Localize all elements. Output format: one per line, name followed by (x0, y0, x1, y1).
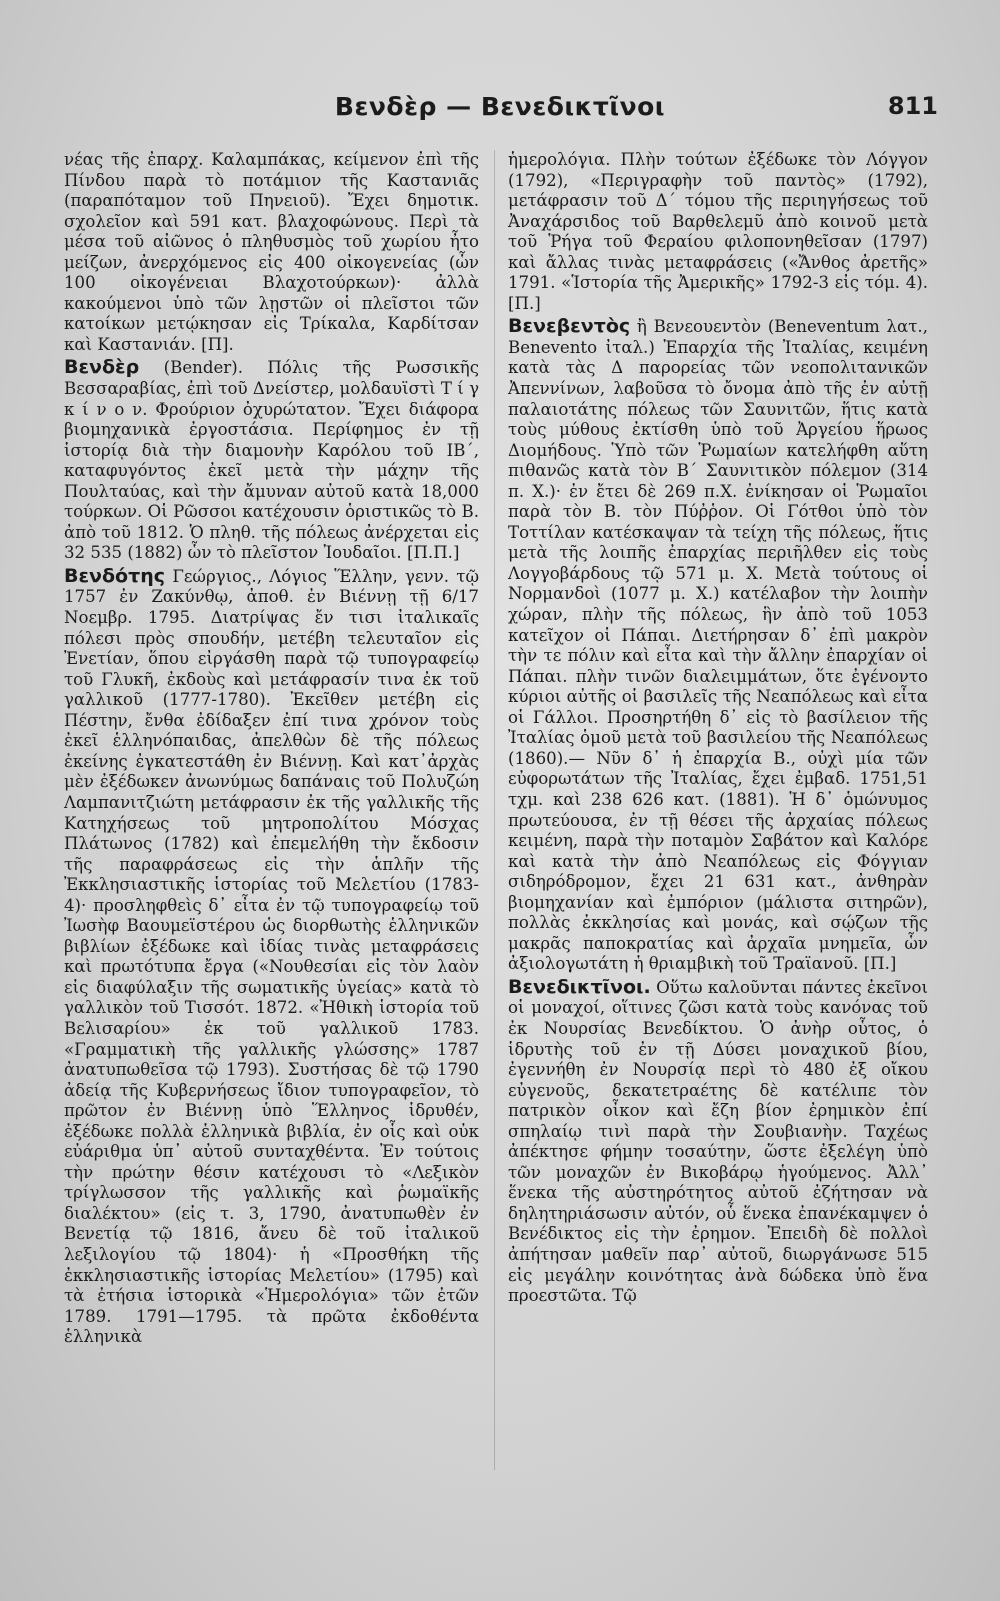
page-number: 811 (887, 92, 938, 120)
entry-continuation-right: ἡμερολόγια. Πλὴν τούτων ἐξέδωκε τὸν Λόγγον (1792), «Περιγραφὴν τοῦ παντὸς» (1792), μετάφρασιν τοῦ Δ΄ τόμου τῆς περιηγήσεως τοῦ Ἀναχάρσιδος τοῦ Βαρθελεμῦ ἀπὸ κοινοῦ μετὰ τοῦ Ῥήγα τοῦ Φεραίου φιλοπονηθεῖσαν (1797) καὶ ἄλλας τινὰς μεταφράσεις («Ἄνθος ἀρετῆς» 1791. «Ἱστορία τῆς Ἀμερικῆς» 1792-3 εἰς τόμ. 4). [Π.] (508, 150, 928, 313)
lemma-bender: Βενδὲρ (64, 356, 140, 379)
entry-benevento (508, 316, 928, 975)
lemma-benediktinoi: Βενεδικτῖνοι. (508, 975, 651, 998)
running-head (0, 92, 1000, 132)
right-column (508, 150, 928, 1307)
entry-vendotis (64, 566, 479, 1348)
lemma-benevento: Βενεβεντὸς (508, 315, 631, 338)
entry-bender-text: (Bender). Πόλις τῆς Ρωσσικῆς Βεσσαραβίας, ἐπὶ τοῦ Δνείστερ, μολδαυϊστὶ Τ ί γ κ ί ν ο ν. Φρούριον ὀχυρώτατον. Ἔχει διάφορα βιομηχανικὰ ἐργοστάσια. Περίφημος ἐν τῇ ἱστορίᾳ διὰ τὴν διαμονὴν Καρόλου τοῦ ΙΒ΄, καταφυγόντος ἐκεῖ μετὰ τὴν μάχην τῆς Πουλταύας, καὶ τὴν ἄμυναν αὐτοῦ κατὰ 18,000 τούρκων. Οἱ Ρῶσσοι κατέχουσιν ὁριστικῶς τὸ Β. ἀπὸ τοῦ 1812. Ὁ πληθ. τῆς πόλεως ἀνέρχεται εἰς 32 535 (1882) ὧν τὸ πλεῖστον Ἰουδαῖοι. [Π.Π.] (64, 358, 479, 563)
column-divider (494, 150, 495, 1470)
lemma-vendotis: Βενδότης (64, 564, 166, 587)
entry-bender (64, 357, 479, 563)
entry-benevento-text: ἢ Βενεουεντὸν (Beneventum λατ., Benevento ἰταλ.) Ἐπαρχία τῆς Ἰταλίας, κειμένη κατὰ τὰς Δ παρορείας τῶν νεοπολιτανικῶν Ἀπεννίνων, λαβοῦσα τὸ ὄνομα ἀπὸ τῆς ἐν αὐτῇ παλαιοτάτης πόλεως τῶν Σαυνιτῶν, ἥτις κατὰ τοὺς μύθους ἐκτίσθη ὑπὸ τοῦ Ἀργείου ἥρωος Διομήδους. Ὑπὸ τῶν Ῥωμαίων κατελήφθη αὕτη πιθανῶς κατὰ τὸν Β΄ Σαυνιτικὸν πόλεμον (314 π. Χ.)· ἐν ἔτει δὲ 269 π.Χ. ἐνίκησαν οἱ Ῥωμαῖοι παρὰ τὸν Β. τὸν Πύῤῥον. Οἱ Γότθοι ὑπὸ τὸν Τοττίλαν κατέσκαψαν τὰ τείχη τῆς πόλεως, ἥτις μετὰ τῆς λοιπῆς ἐπαρχίας περιῆλθεν εἰς τοὺς Λογγοβάρδους τῷ 571 μ. Χ. Μετὰ τούτους οἱ Νορμανδοὶ (1077 μ. Χ.) κατέλαβον τὴν λοιπὴν χώραν, πλὴν τῆς πόλεως, ἣν ἀπὸ τοῦ 1053 κατεῖχον οἱ Πάπαι. Διετήρησαν δ᾽ ἐπὶ μακρὸν τὴν τε πόλιν καὶ εἶτα καὶ τὴν ἄλλην ἐπαρχίαν οἱ Πάπαι. πλὴν τινῶν διαλειμμάτων, ὅτε ἐγένοντο κύριοι αὐτῆς οἱ βασιλεῖς τῆς Νεαπόλεως καὶ εἶτα οἱ Γάλλοι. Προσηρτήθη δ᾽ εἰς τὸ βασίλειον τῆς Ἰταλίας ὁμοῦ μετὰ τοῦ βασιλείου τῆς Νεαπόλεως (1860).— Νῦν δ᾽ ἡ ἐπαρχία Β., οὐχὶ μία τῶν εὐφορωτάτων τῆς Ἰταλίας, ἔχει ἐμβαδ. 1751,51 τχμ. καὶ 238 626 κατ. (1881). Ἡ δ᾽ ὁμώνυμος πρωτεύουσα, ἐν τῇ θέσει τῆς ἀρχαίας πόλεως κειμένη, παρὰ τὴν ποταμὸν Σαβάτον καὶ Καλόρε καὶ κατὰ τὴν ἀπὸ Νεαπόλεως εἰς Φόγγιαν σιδηρόδρομον, ἔχει 21 631 κατ., ἀνθηρὰν βιομηχανίαν καὶ ἐμπόριον (μάλιστα σιτηρῶν), πολλὰς ἐκκλησίας καὶ μονάς, καὶ σῴζων τῆς μακρᾶς παποκρατίας καὶ ἀρχαῖα μνημεῖα, ὧν ἀξιολογωτάτη ἡ θριαμβικὴ τοῦ Τραϊανοῦ. [Π.] (508, 317, 928, 974)
entry-continuation: νέας τῆς ἐπαρχ. Καλαμπάκας, κείμενον ἐπὶ τῆς Πίνδου παρὰ τὸ ποτάμιον τῆς Καστανιᾶς (παραπόταμον τοῦ Πηνειοῦ). Ἔχει δημοτικ. σχολεῖον καὶ 591 κατ. βλαχοφώνους. Περὶ τὰ μέσα τοῦ αἰῶνος ὁ πληθυσμὸς τοῦ χωρίου ἦτο μείζων, ἀνερχόμενος εἰς 400 οἰκογενείας (ὧν 100 οἰκογένειαι Βλαχοτούρκων)· ἀλλὰ κακούμενοι ὑπὸ τῶν λῃστῶν οἱ πλεῖστοι τῶν κατοίκων μετῴκησαν εἰς Τρίκαλα, Καρδίτσαν καὶ Καστανιάν. [Π]. (64, 150, 479, 354)
page-header-title: Βενδὲρ — Βενεδικτῖνοι (334, 92, 666, 121)
entry-benediktinoi (508, 977, 928, 1307)
left-column (64, 150, 479, 1348)
entry-benediktinoi-text: Οὕτω καλοῦνται πάντες ἐκεῖνοι οἱ μοναχοί, οἵτινες ζῶσι κατὰ τοὺς κανόνας τοῦ ἐκ Νουρσίας Βενεδίκτου. Ὁ ἀνὴρ οὗτος, ὁ ἱδρυτὴς τοῦ ἐν τῇ Δύσει μοναχικοῦ βίου, ἐγεννήθη ἐν Νουρσίᾳ περὶ τὸ 480 ἐξ οἴκου εὐγενοῦς, δεκατετραέτης δὲ κατέλιπε τὸν πατρικὸν οἶκον καὶ ἔζη βίον ἐρημικὸν ἐπί σπηλαίῳ τινὶ παρὰ τὴν Σουβιανὴν. Ταχέως ἀπέκτησε φήμην τοσαύτην, ὥστε ἐξελέγη ὑπὸ τῶν μοναχῶν ἐν Βικοβάρῳ ἡγούμενος. Ἀλλ᾽ ἕνεκα τῆς αὐστηρότητος αὐτοῦ ἐζήτησαν νὰ δηλητηριάσωσιν αὐτόν, οὗ ἕνεκα ἐπανέκαμψεν ὁ Βενέδικτος εἰς τὴν ἐρημον. Ἐπειδὴ δὲ πολλοὶ ἀπήτησαν μαθεῖν παρ᾽ αὐτοῦ, διωργάνωσε 515 εἰς μεγάλην κοινότητας ἀνὰ δώδεκα ὑπὸ ἕνα προεστῶτα. Τῷ (508, 977, 928, 1306)
entry-vendotis-text: Γεώργιος., Λόγιος Ἕλλην, γενν. τῷ 1757 ἐν Ζακύνθῳ, ἀποθ. ἐν Βιέννῃ τῇ 6/17 Νοεμβρ. 1795. Διατρίψας ἔν τισι ἰταλικαῖς πόλεσι πρὸς σπουδήν, μετέβη τελευταῖον εἰς Ἐνετίαν, ὅπου εἰργάσθη παρὰ τῷ τυπογραφείῳ τοῦ Γλυκῆ, ἐκδοὺς καὶ μετάφρασίν τινα ἐκ τοῦ γαλλικοῦ (1777-1780). Ἐκεῖθεν μετέβη εἰς Πέστην, ἔνθα ἐδίδαξεν ἐπί τινα χρόνον τοὺς ἐκεῖ ἑλληνόπαιδας, ἀπελθὼν δὲ τῆς πόλεως ἐκείνης ἐγκατεστάθη ἐν Βιέννῃ. Καὶ κατ᾽ἀρχὰς μὲν ἐξέδωκεν ἀνωνύμως δαπάναις τοῦ Πολυζώη Λαμπανιτζιώτη μετάφρασιν ἐκ τῆς γαλλικῆς τῆς Κατηχήσεως τοῦ μητροπολίτου Μόσχας Πλάτωνος (1782) καὶ ἐπεμελήθη τὴν ἔκδοσιν τῆς παραφράσεως εἰς τὴν ἁπλῆν τῆς Ἐκκλησιαστικῆς ἱστορίας τοῦ Μελετίου (1783-4)· προσληφθεὶς δ᾽ εἶτα ἐν τῷ τυπογραφείῳ τοῦ Ἰωσὴφ Βαουμεϊστέρου ὡς διορθωτὴς ἑλληνικῶν βιβλίων ἐξέδωκε καὶ ἰδίας τινὰς μεταφράσεις καὶ πρωτότυπα ἔργα («Νουθεσίαι εἰς τὸν λαὸν εἰς διαφύλαξιν τῆς σωματικῆς ὑγείας» κατὰ τὸ γαλλικὸν τοῦ Τισσότ. 1872. «Ἠθικὴ ἱστορία τοῦ Βελισαρίου» ἐκ τοῦ γαλλικοῦ 1783. «Γραμματικὴ τῆς γαλλικῆς γλώσσης» 1787 ἀνατυπωθεῖσα τῷ 1793). Συστήσας δὲ τῷ 1790 ἀδείᾳ τῆς Κυβερνήσεως ἴδιον τυπογραφεῖον, τὸ πρῶτον ἐν Βιέννῃ ὑπὸ Ἕλληνος ἱδρυθέν, ἐξέδωκε πολλὰ ἑλληνικὰ βιβλία, ἐν οἷς καὶ οὐκ εὐάριθμα ὑπ᾽ αὐτοῦ συνταχθέντα. Ἐν τούτοις τὴν πρώτην θέσιν κατέχουσι τὸ «Λεξικὸν τρίγλωσσον τῆς γαλλικῆς καὶ ῥωμαϊκῆς διαλέκτου» (εἰς τ. 3, 1790, ἀνατυπωθὲν ἐν Βενετίᾳ τῷ 1816, ἄνευ δὲ τοῦ ἰταλικοῦ λεξιλογίου τῷ 1804)· ἡ «Προσθήκη τῆς ἐκκλησιαστικῆς ἱστορίας Μελετίου» (1795) καὶ τὰ ἐτήσια ἱστορικὰ «Ἡμερολόγια» τῶν ἐτῶν 1789. 1791—1795. τὰ πρῶτα ἐκδοθέντα ἑλληνικὰ (64, 566, 479, 1347)
